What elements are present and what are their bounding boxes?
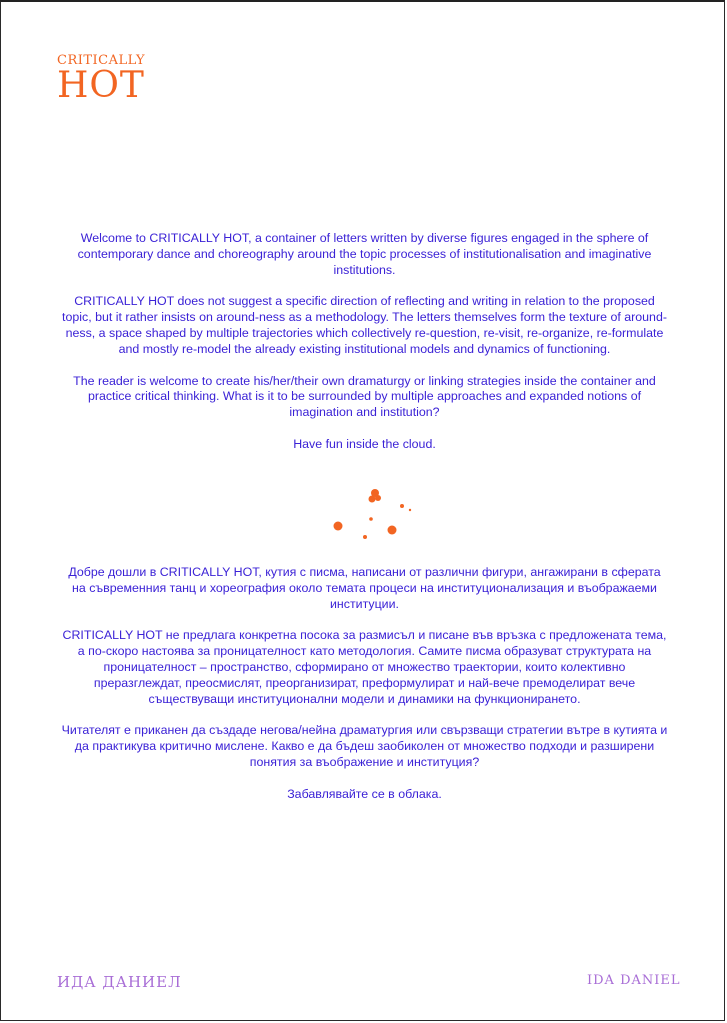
- english-intro: [61, 231, 668, 469]
- en-paragraph-1: Welcome to CRITICALLY HOT, a container of letters written by diverse figures engaged in the sphere of contemporary dance and choreography around the topic processes of institutionalisation and imaginative institutions.: [77, 231, 652, 277]
- en-paragraph-3: The reader is welcome to create his/her/their own dramaturgy or linking strategies inside the container and practice critical thinking. What is it to be surrounded by multiple approaches and expanded notions of imagination and institution?: [73, 373, 656, 420]
- critically-hot-logo: [57, 54, 145, 104]
- orange-dots-graphic: [326, 484, 416, 544]
- dot: [369, 517, 373, 521]
- en-paragraph-4: Have fun inside the cloud.: [293, 436, 436, 451]
- en-paragraph-2: CRITICALLY HOT does not suggest a specific direction of reflecting and writing in relation to the proposed topic, but it rather insists on around-ness as a methodology. The letters themselves form the texture of around-ness, a space shaped by multiple trajectories which collectively re-question, re-visit, re-organize, re-formulate and mostly re-model the already existing institutional models and dynamics of functioning.: [62, 294, 667, 356]
- dot: [400, 504, 404, 508]
- logo-line-hot: HOT: [57, 65, 145, 106]
- dot: [363, 535, 367, 539]
- dot: [409, 509, 411, 511]
- author-name-bulgarian: ИДА ДАНИЕЛ: [57, 973, 182, 991]
- logo-line-critically: CRITICALLY: [57, 53, 146, 68]
- bg-paragraph-4: Забавлявайте се в облака.: [287, 786, 442, 801]
- author-name-english: IDA DANIEL: [587, 973, 681, 988]
- bg-paragraph-1: Добре дошли в CRITICALLY HOT, кутия с писма, написани от различни фигури, ангажирани в сферата на съвременния танц и хореография около темата процеси на институционализация и въображаеми институции.: [68, 565, 661, 611]
- bg-paragraph-3: Читателят е приканен да създаде негова/нейна драматургия или свързващи стратегии вътре в кутията и да практикува критично мислене. Какво е да бъдеш заобиколен от множество подходи и разширени понятия за въображение и институция?: [61, 723, 668, 769]
- bulgarian-intro: [61, 565, 668, 819]
- dot: [334, 522, 343, 531]
- dot: [375, 495, 381, 501]
- dot: [388, 526, 397, 535]
- dot: [369, 496, 376, 503]
- bg-paragraph-2: CRITICALLY HOT не предлага конкретна посока за размисъл и писане във връзка с предложената тема, а по-скоро настоява за проницателност като методология. Самите писма образуват структурата на проницателност – пространство, сформирано от множество траектории, които колективно преразглеждат, преосмислят, преорганизират, преформулират и най-вече премоделират вече съществуващи институционални модели и динамики на функционирането.: [62, 628, 667, 706]
